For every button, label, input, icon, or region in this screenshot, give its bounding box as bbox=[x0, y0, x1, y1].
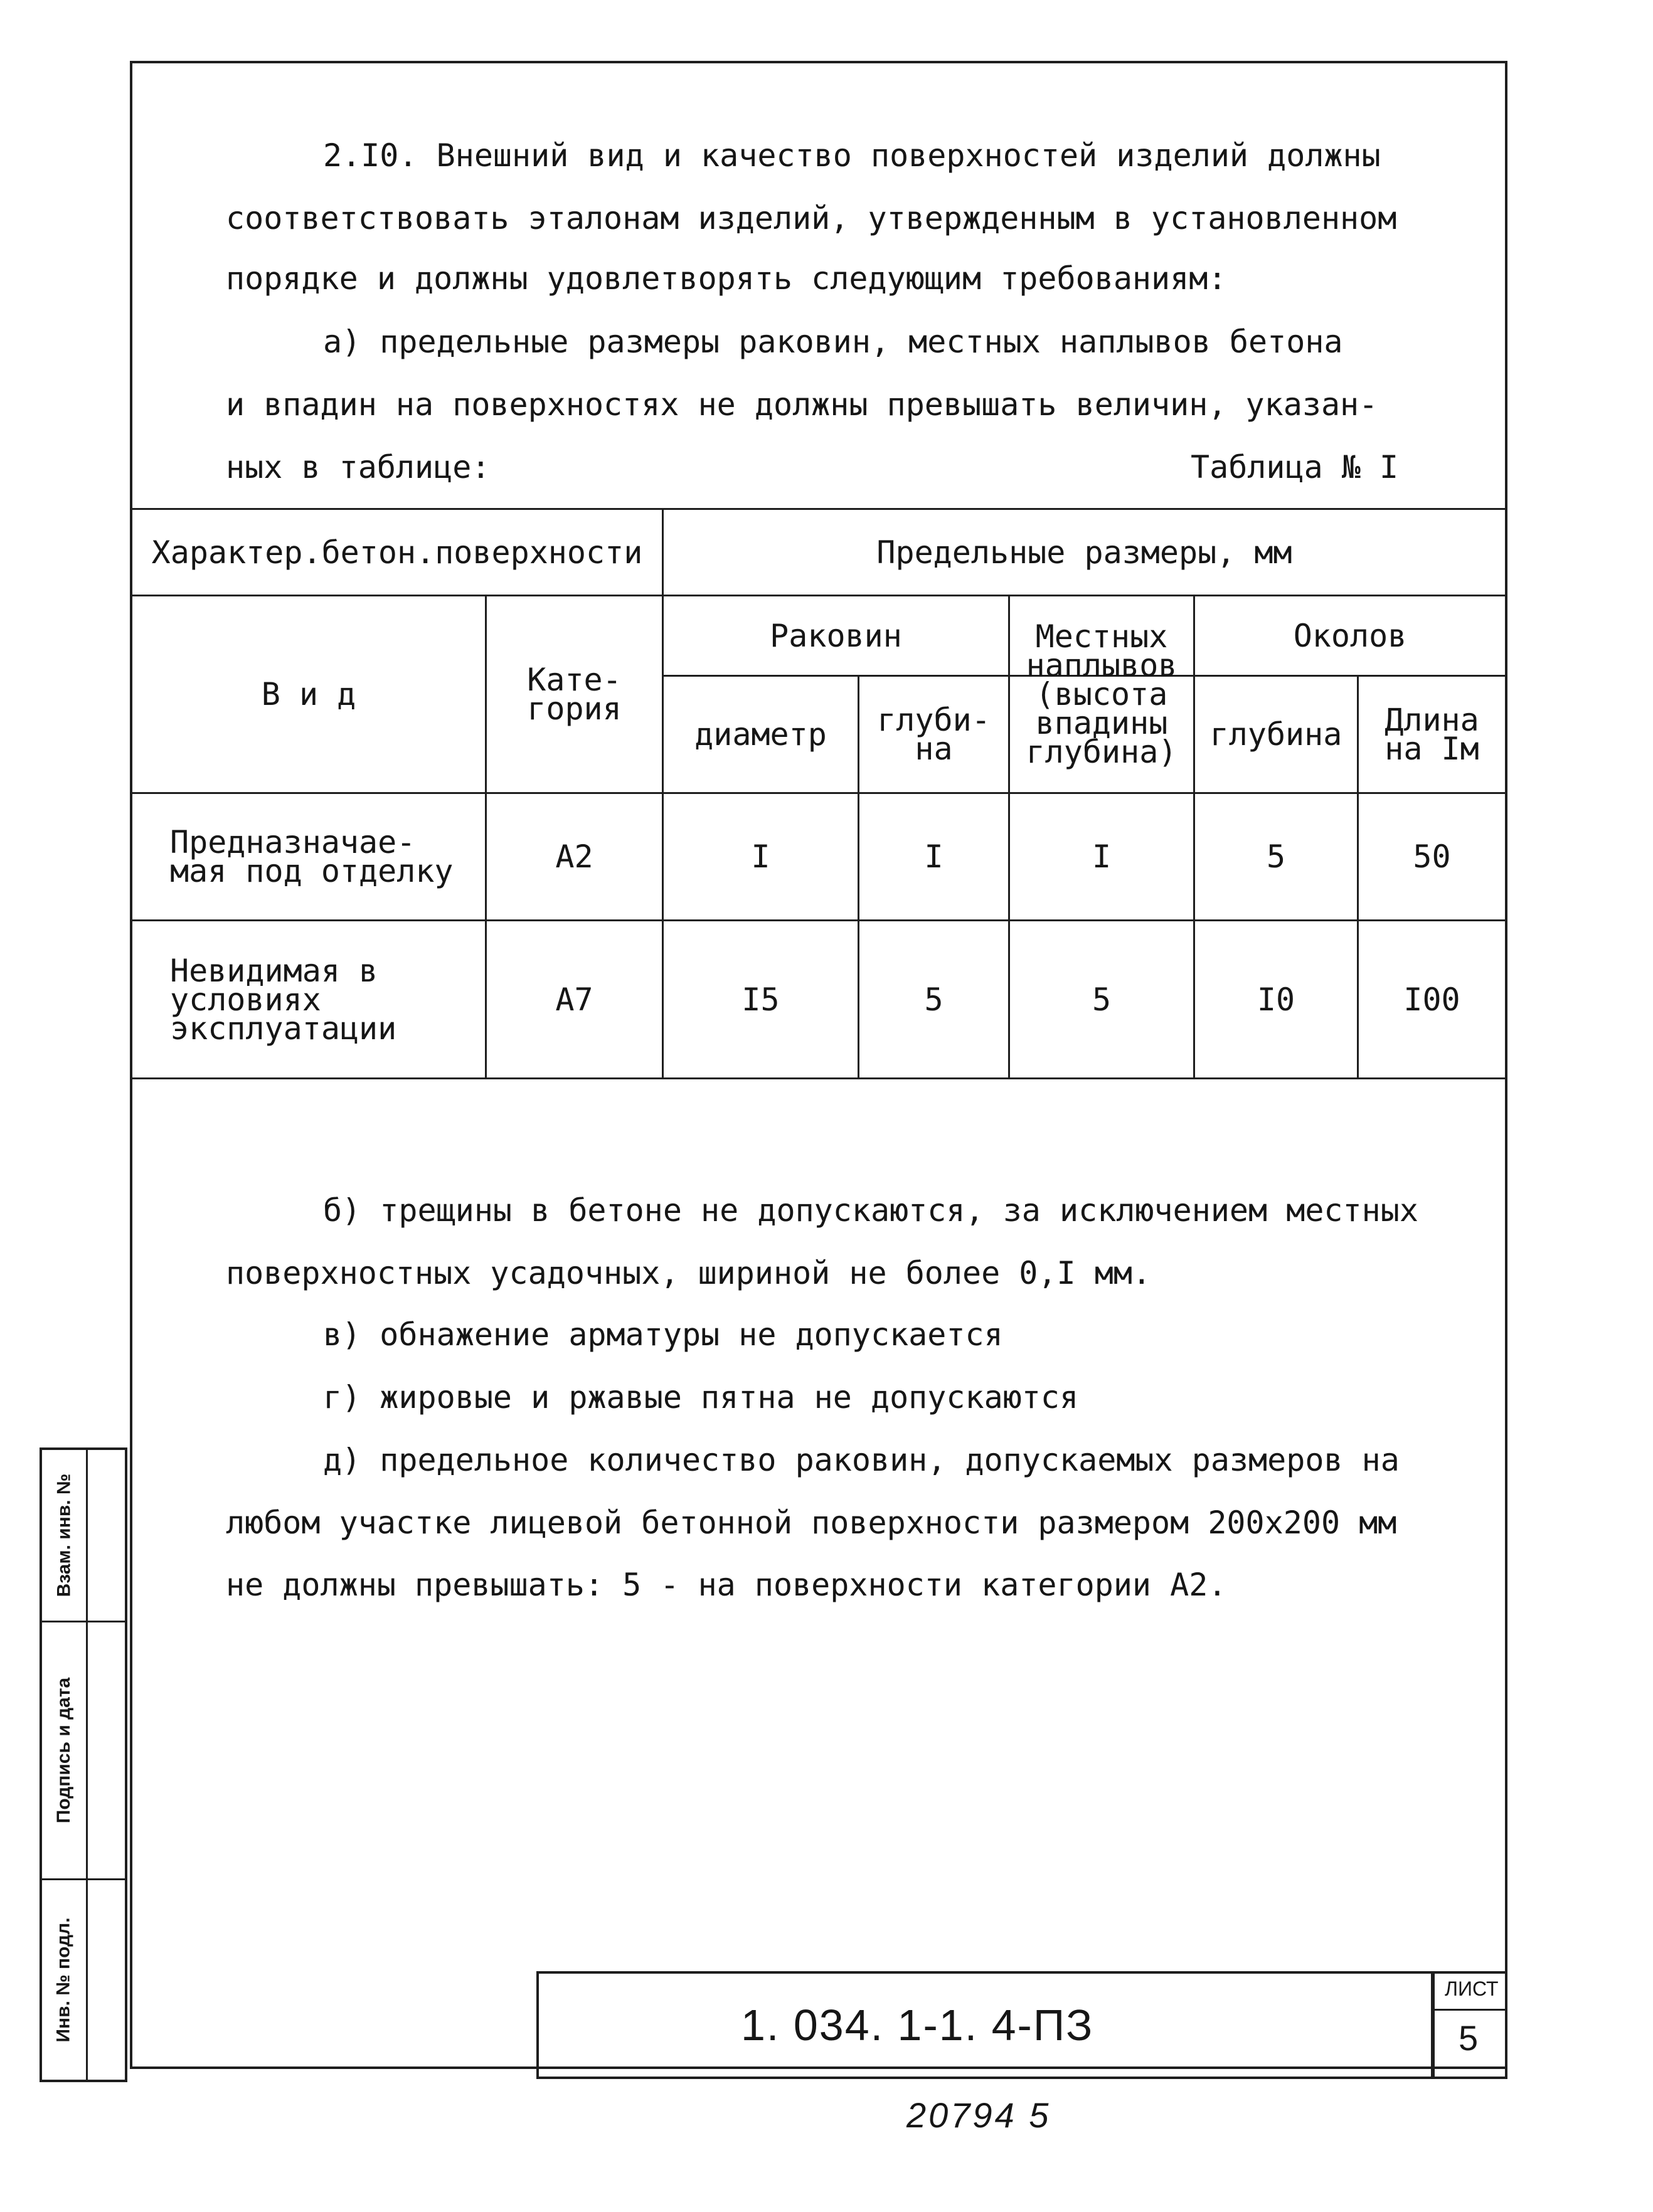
intro-line: и впадин на поверхностях не должны превышать величин, указан- bbox=[226, 386, 1378, 423]
label-inv-podl: Инв. № подл. bbox=[53, 1917, 74, 2043]
header-naplyv: Местных наплывов (высота впадины глубина) bbox=[1026, 618, 1177, 770]
cell-depth: I bbox=[924, 839, 943, 875]
label-podpis-data: Подпись и дата bbox=[53, 1677, 75, 1824]
cell-diameter: I5 bbox=[741, 981, 780, 1018]
body-line: в) обнажение арматуры не допускается bbox=[323, 1316, 1003, 1353]
header-depth: глуби- на bbox=[877, 702, 991, 767]
intro-line: 2.I0. Внешний вид и качество поверхностей изделий должны bbox=[323, 137, 1381, 174]
header-category: Кате- гория bbox=[527, 662, 622, 727]
header-limit-sizes: Предельные размеры, мм bbox=[876, 534, 1292, 571]
cell-okol-depth: 5 bbox=[1266, 839, 1286, 875]
sheet-label: ЛИСТ bbox=[1445, 1977, 1499, 2000]
body-line: поверхностных усадочных, шириной не более 0,I мм. bbox=[226, 1255, 1152, 1291]
intro-line: порядке и должны удовлетворять следующим требованиям: bbox=[226, 260, 1227, 297]
cell-category: А7 bbox=[555, 981, 593, 1018]
cell-naplyv: I bbox=[1092, 839, 1112, 875]
title-block bbox=[536, 1971, 1433, 2079]
left-margin-stamp bbox=[40, 1447, 127, 2082]
document-designation: 1. 034. 1-1. 4-ПЗ bbox=[741, 2001, 1094, 2050]
table-caption: Таблица № I bbox=[1191, 449, 1399, 485]
header-diameter: диаметр bbox=[694, 716, 827, 753]
sidebar-column-rule bbox=[86, 1450, 88, 2080]
header-rakovin: Раковин bbox=[770, 617, 902, 654]
intro-line: ных в таблице: bbox=[226, 449, 491, 485]
body-line: б) трещины в бетоне не допускаются, за исключением местных bbox=[323, 1192, 1418, 1229]
cell-diameter: I bbox=[751, 839, 770, 875]
body-line: г) жировые и ржавые пятна не допускаются bbox=[323, 1379, 1079, 1416]
cell-naplyv: 5 bbox=[1092, 981, 1112, 1018]
sheet-box bbox=[1432, 1971, 1507, 2079]
cell-category: А2 bbox=[555, 839, 593, 875]
cell-depth: 5 bbox=[924, 981, 943, 1018]
cell-vid: Предназначае- мая под отделку bbox=[170, 824, 454, 889]
intro-line: а) предельные размеры раковин, местных наплывов бетона bbox=[323, 324, 1343, 360]
cell-okol-length: 50 bbox=[1413, 839, 1451, 875]
header-okolov: Околов bbox=[1293, 617, 1407, 654]
body-line: д) предельное количество раковин, допускаемых размеров на bbox=[323, 1442, 1400, 1478]
label-vzam-inv: Взам. инв. № bbox=[53, 1473, 75, 1597]
cell-vid: Невидимая в условиях эксплуатации bbox=[170, 952, 397, 1047]
header-surface-character: Характер.бетон.поверхности bbox=[151, 534, 643, 571]
table-rule bbox=[130, 1077, 1507, 1079]
cell-okol-length: I00 bbox=[1403, 981, 1460, 1018]
header-okol-length: Длина на Iм bbox=[1385, 702, 1479, 767]
header-vid: В и д bbox=[261, 676, 356, 712]
cell-okol-depth: I0 bbox=[1257, 981, 1295, 1018]
intro-line: соответствовать эталонам изделий, утвержденным в установленном bbox=[226, 200, 1397, 236]
body-line: любом участке лицевой бетонной поверхности размером 200х200 мм bbox=[226, 1505, 1397, 1541]
sheet-box-divider bbox=[1435, 2009, 1505, 2011]
archive-number: 20794 5 bbox=[906, 2095, 1051, 2135]
header-okol-depth: глубина bbox=[1209, 716, 1342, 753]
sheet-number: 5 bbox=[1459, 2018, 1479, 2058]
body-line: не должны превышать: 5 - на поверхности категории А2. bbox=[226, 1567, 1227, 1603]
